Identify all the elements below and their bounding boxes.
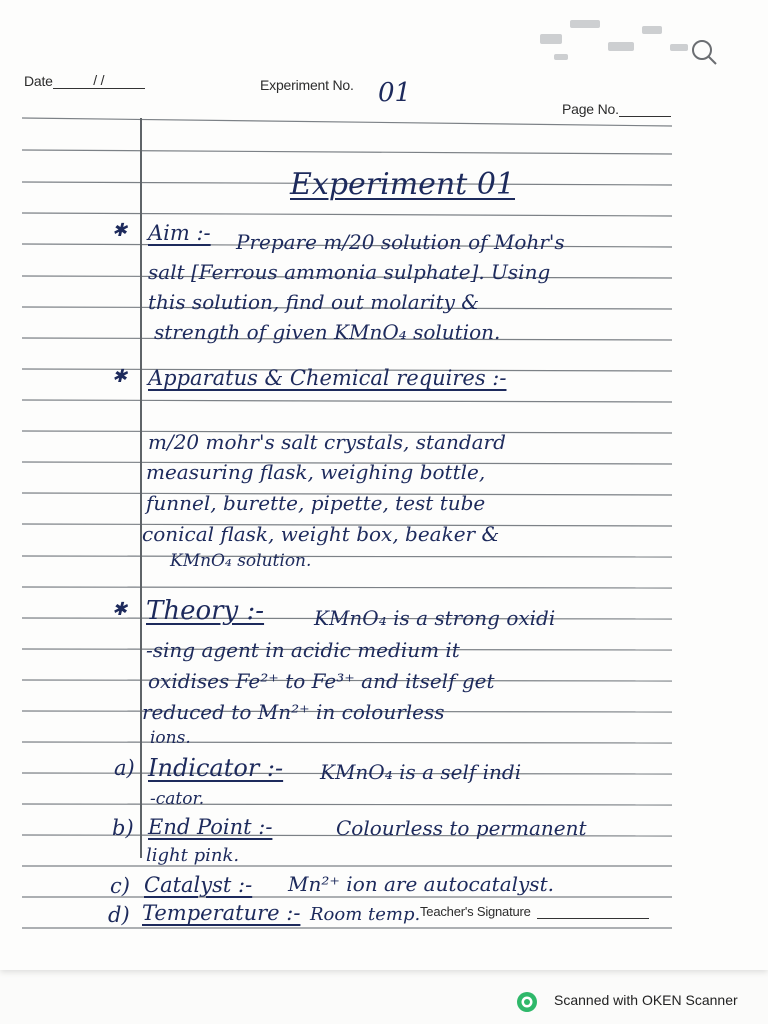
teacher-signature-field bbox=[420, 904, 649, 919]
aim-label: Aim :- bbox=[148, 221, 211, 245]
scan-artifact bbox=[530, 14, 730, 74]
apparatus-line-2: measuring flask, weighing bottle, bbox=[146, 460, 486, 484]
theory-line-2: -sing agent in acidic medium it bbox=[146, 638, 460, 662]
experiment-number: 01 bbox=[378, 78, 412, 108]
scanner-logo-icon bbox=[516, 991, 538, 1013]
endpoint-prefix: b) bbox=[112, 816, 134, 840]
bullet-star-icon: ✱ bbox=[112, 220, 128, 241]
experiment-label: Experiment No. bbox=[260, 77, 354, 93]
apparatus-line-5: KMnO₄ solution. bbox=[170, 551, 312, 571]
aim-line-4: strength of given KMnO₄ solution. bbox=[154, 320, 501, 344]
endpoint-label: End Point :- bbox=[148, 815, 273, 839]
aim-line-2: salt [Ferrous ammonia sulphate]. Using bbox=[148, 260, 551, 284]
indicator-line-2: -cator. bbox=[150, 789, 205, 809]
bullet-star-icon: ✱ bbox=[112, 599, 128, 620]
aim-line-1: Prepare m/20 solution of Mohr's bbox=[236, 230, 565, 254]
margin-line bbox=[140, 118, 142, 858]
catalyst-text: Mn²⁺ ion are autocatalyst. bbox=[288, 872, 554, 896]
date-field bbox=[24, 72, 145, 89]
theory-label: Theory :- bbox=[146, 596, 265, 626]
apparatus-line-1: m/20 mohr's salt crystals, standard bbox=[148, 430, 506, 454]
date-value: / / bbox=[53, 72, 145, 89]
theory-line-5: ions. bbox=[150, 728, 191, 748]
page-label: Page No. bbox=[562, 101, 619, 117]
apparatus-label: Apparatus & Chemical requires :- bbox=[148, 366, 507, 390]
catalyst-prefix: c) bbox=[110, 874, 130, 898]
page-title: Experiment 01 bbox=[290, 167, 515, 202]
temperature-text: Room temp. bbox=[310, 904, 421, 925]
teacher-signature-label: Teacher's Signature bbox=[420, 904, 531, 919]
date-label: Date bbox=[24, 73, 53, 89]
scanner-footer bbox=[0, 976, 768, 1024]
indicator-line-1: KMnO₄ is a self indi bbox=[320, 760, 522, 784]
indicator-prefix: a) bbox=[114, 756, 135, 780]
theory-line-1: KMnO₄ is a strong oxidi bbox=[314, 606, 556, 630]
experiment-field bbox=[260, 77, 354, 93]
apparatus-line-3: funnel, burette, pipette, test tube bbox=[146, 491, 486, 515]
scanner-footer-text: Scanned with OKEN Scanner bbox=[554, 992, 738, 1008]
temperature-label: Temperature :- bbox=[142, 901, 301, 925]
page-number-field bbox=[562, 101, 671, 117]
aim-line-3: this solution, find out molarity & bbox=[148, 290, 480, 314]
temperature-prefix: d) bbox=[108, 903, 130, 927]
catalyst-label: Catalyst :- bbox=[144, 873, 253, 897]
theory-line-4: reduced to Mn²⁺ in colourless bbox=[142, 700, 445, 724]
bullet-star-icon: ✱ bbox=[112, 366, 128, 387]
apparatus-line-4: conical flask, weight box, beaker & bbox=[142, 522, 500, 546]
endpoint-line-2: light pink. bbox=[146, 845, 240, 866]
indicator-label: Indicator :- bbox=[148, 754, 284, 782]
theory-line-3: oxidises Fe²⁺ to Fe³⁺ and itself get bbox=[148, 669, 495, 693]
endpoint-line-1: Colourless to permanent bbox=[336, 816, 587, 840]
